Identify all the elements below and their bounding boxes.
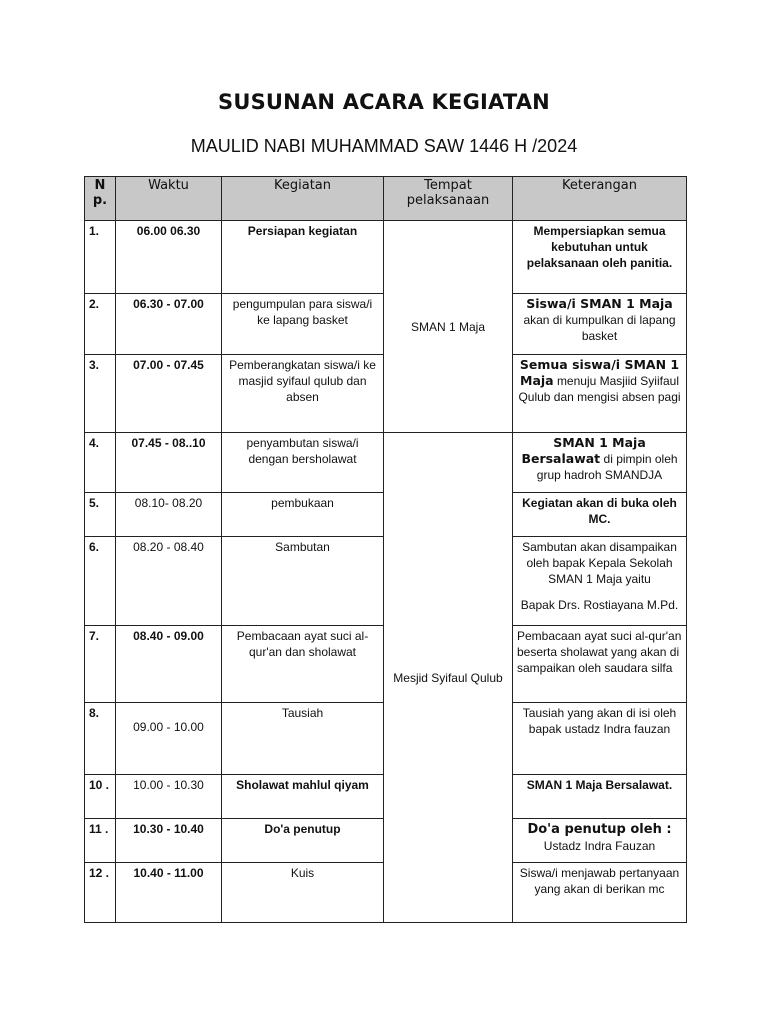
row-activity: Pembacaan ayat suci al-qur'an dan sholawat [222,626,384,703]
row-activity: Pemberangkatan siswa/i ke masjid syifaul qulub dan absen [222,355,384,433]
place-sman: SMAN 1 Maja [384,221,513,433]
table-row [85,221,687,294]
schedule-table [84,176,687,923]
row-note-bold: SMAN 1 Maja Bersalawat [521,435,646,466]
row-note [513,537,687,626]
row-number: 6. [85,537,116,626]
row-activity: pengumpulan para siswa/i ke lapang basket [222,294,384,355]
row-note [513,294,687,355]
document-title: SUSUNAN ACARA KEGIATAN [218,90,550,114]
row-activity: Kuis [222,863,384,923]
row-note: Kegiatan akan di buka oleh MC. [513,493,687,537]
row-number: 4. [85,433,116,493]
row-number: 7. [85,626,116,703]
row-note-text: di pimpin oleh grup hadroh SMANDJA [536,452,678,482]
row-note: Tausiah yang akan di isi oleh bapak ustadz Indra fauzan [513,703,687,775]
row-time: 08.40 - 09.00 [116,626,222,703]
row-note-text: Sambutan akan disampaikan oleh bapak Kepala Sekolah SMAN 1 Maja yaitu [522,540,677,586]
row-activity: Persiapan kegiatan [222,221,384,294]
row-activity: Do'a penutup [222,819,384,863]
place-mesjid: Mesjid Syifaul Qulub [384,433,513,923]
header-keterangan: Keterangan [513,177,687,221]
row-time [116,703,222,775]
row-time: 10.30 - 10.40 [116,819,222,863]
row-number: 12 . [85,863,116,923]
row-time: 06.00 06.30 [116,221,222,294]
document-subtitle: MAULID NABI MUHAMMAD SAW 1446 H /2024 [190,136,578,156]
row-note-bold: Do'a penutup oleh : [527,822,672,837]
header-kegiatan: Kegiatan [222,177,384,221]
table-row [85,433,687,493]
table-header-row [85,177,687,221]
row-number: 2. [85,294,116,355]
row-activity: pembukaan [222,493,384,537]
row-time: 08.10- 08.20 [116,493,222,537]
row-note-extra: Bapak Drs. Rostiayana M.Pd. [520,598,679,612]
header-tempat: Tempat pelaksanaan [384,177,513,221]
row-number: 8. [85,703,116,775]
row-note-text: Ustadz Indra Fauzan [543,839,656,853]
row-note: Siswa/i menjawab pertanyaan yang akan di berikan mc [513,863,687,923]
row-activity: penyambutan siswa/i dengan bersholawat [222,433,384,493]
row-note [513,355,687,433]
row-note-bold: Siswa/i SMAN 1 Maja [526,296,673,311]
row-time: 07.00 - 07.45 [116,355,222,433]
row-note: Pembacaan ayat suci al-qur'an beserta sholawat yang akan di sampaikan oleh saudara silfa [513,626,687,703]
row-note-gap [517,587,682,597]
row-time: 10.00 - 10.30 [116,775,222,819]
row-number: 5. [85,493,116,537]
row-time: 07.45 - 08..10 [116,433,222,493]
header-no: N p. [85,177,116,221]
row-time: 10.40 - 11.00 [116,863,222,923]
header-waktu: Waktu [116,177,222,221]
row-number: 11 . [85,819,116,863]
row-time: 06.30 - 07.00 [116,294,222,355]
row-note: Mempersiapkan semua kebutuhan untuk pelaksanaan oleh panitia. [513,221,687,294]
row-activity: Sambutan [222,537,384,626]
row-activity: Sholawat mahlul qiyam [222,775,384,819]
row-number: 1. [85,221,116,294]
row-note-text: akan di kumpulkan di lapang basket [523,313,676,343]
row-activity: Tausiah [222,703,384,775]
row-note: SMAN 1 Maja Bersalawat. [513,775,687,819]
row-note-bold: Semua siswa/i SMAN 1 Maja [519,357,680,388]
row-note [513,819,687,863]
row-number: 10 . [85,775,116,819]
row-number: 3. [85,355,116,433]
row-time-text: 09.00 - 10.00 [133,720,204,734]
row-note-text: menuju Masjiid Syiifaul Qulub dan mengisi absen pagi [518,374,681,404]
row-time: 08.20 - 08.40 [116,537,222,626]
row-note [513,433,687,493]
